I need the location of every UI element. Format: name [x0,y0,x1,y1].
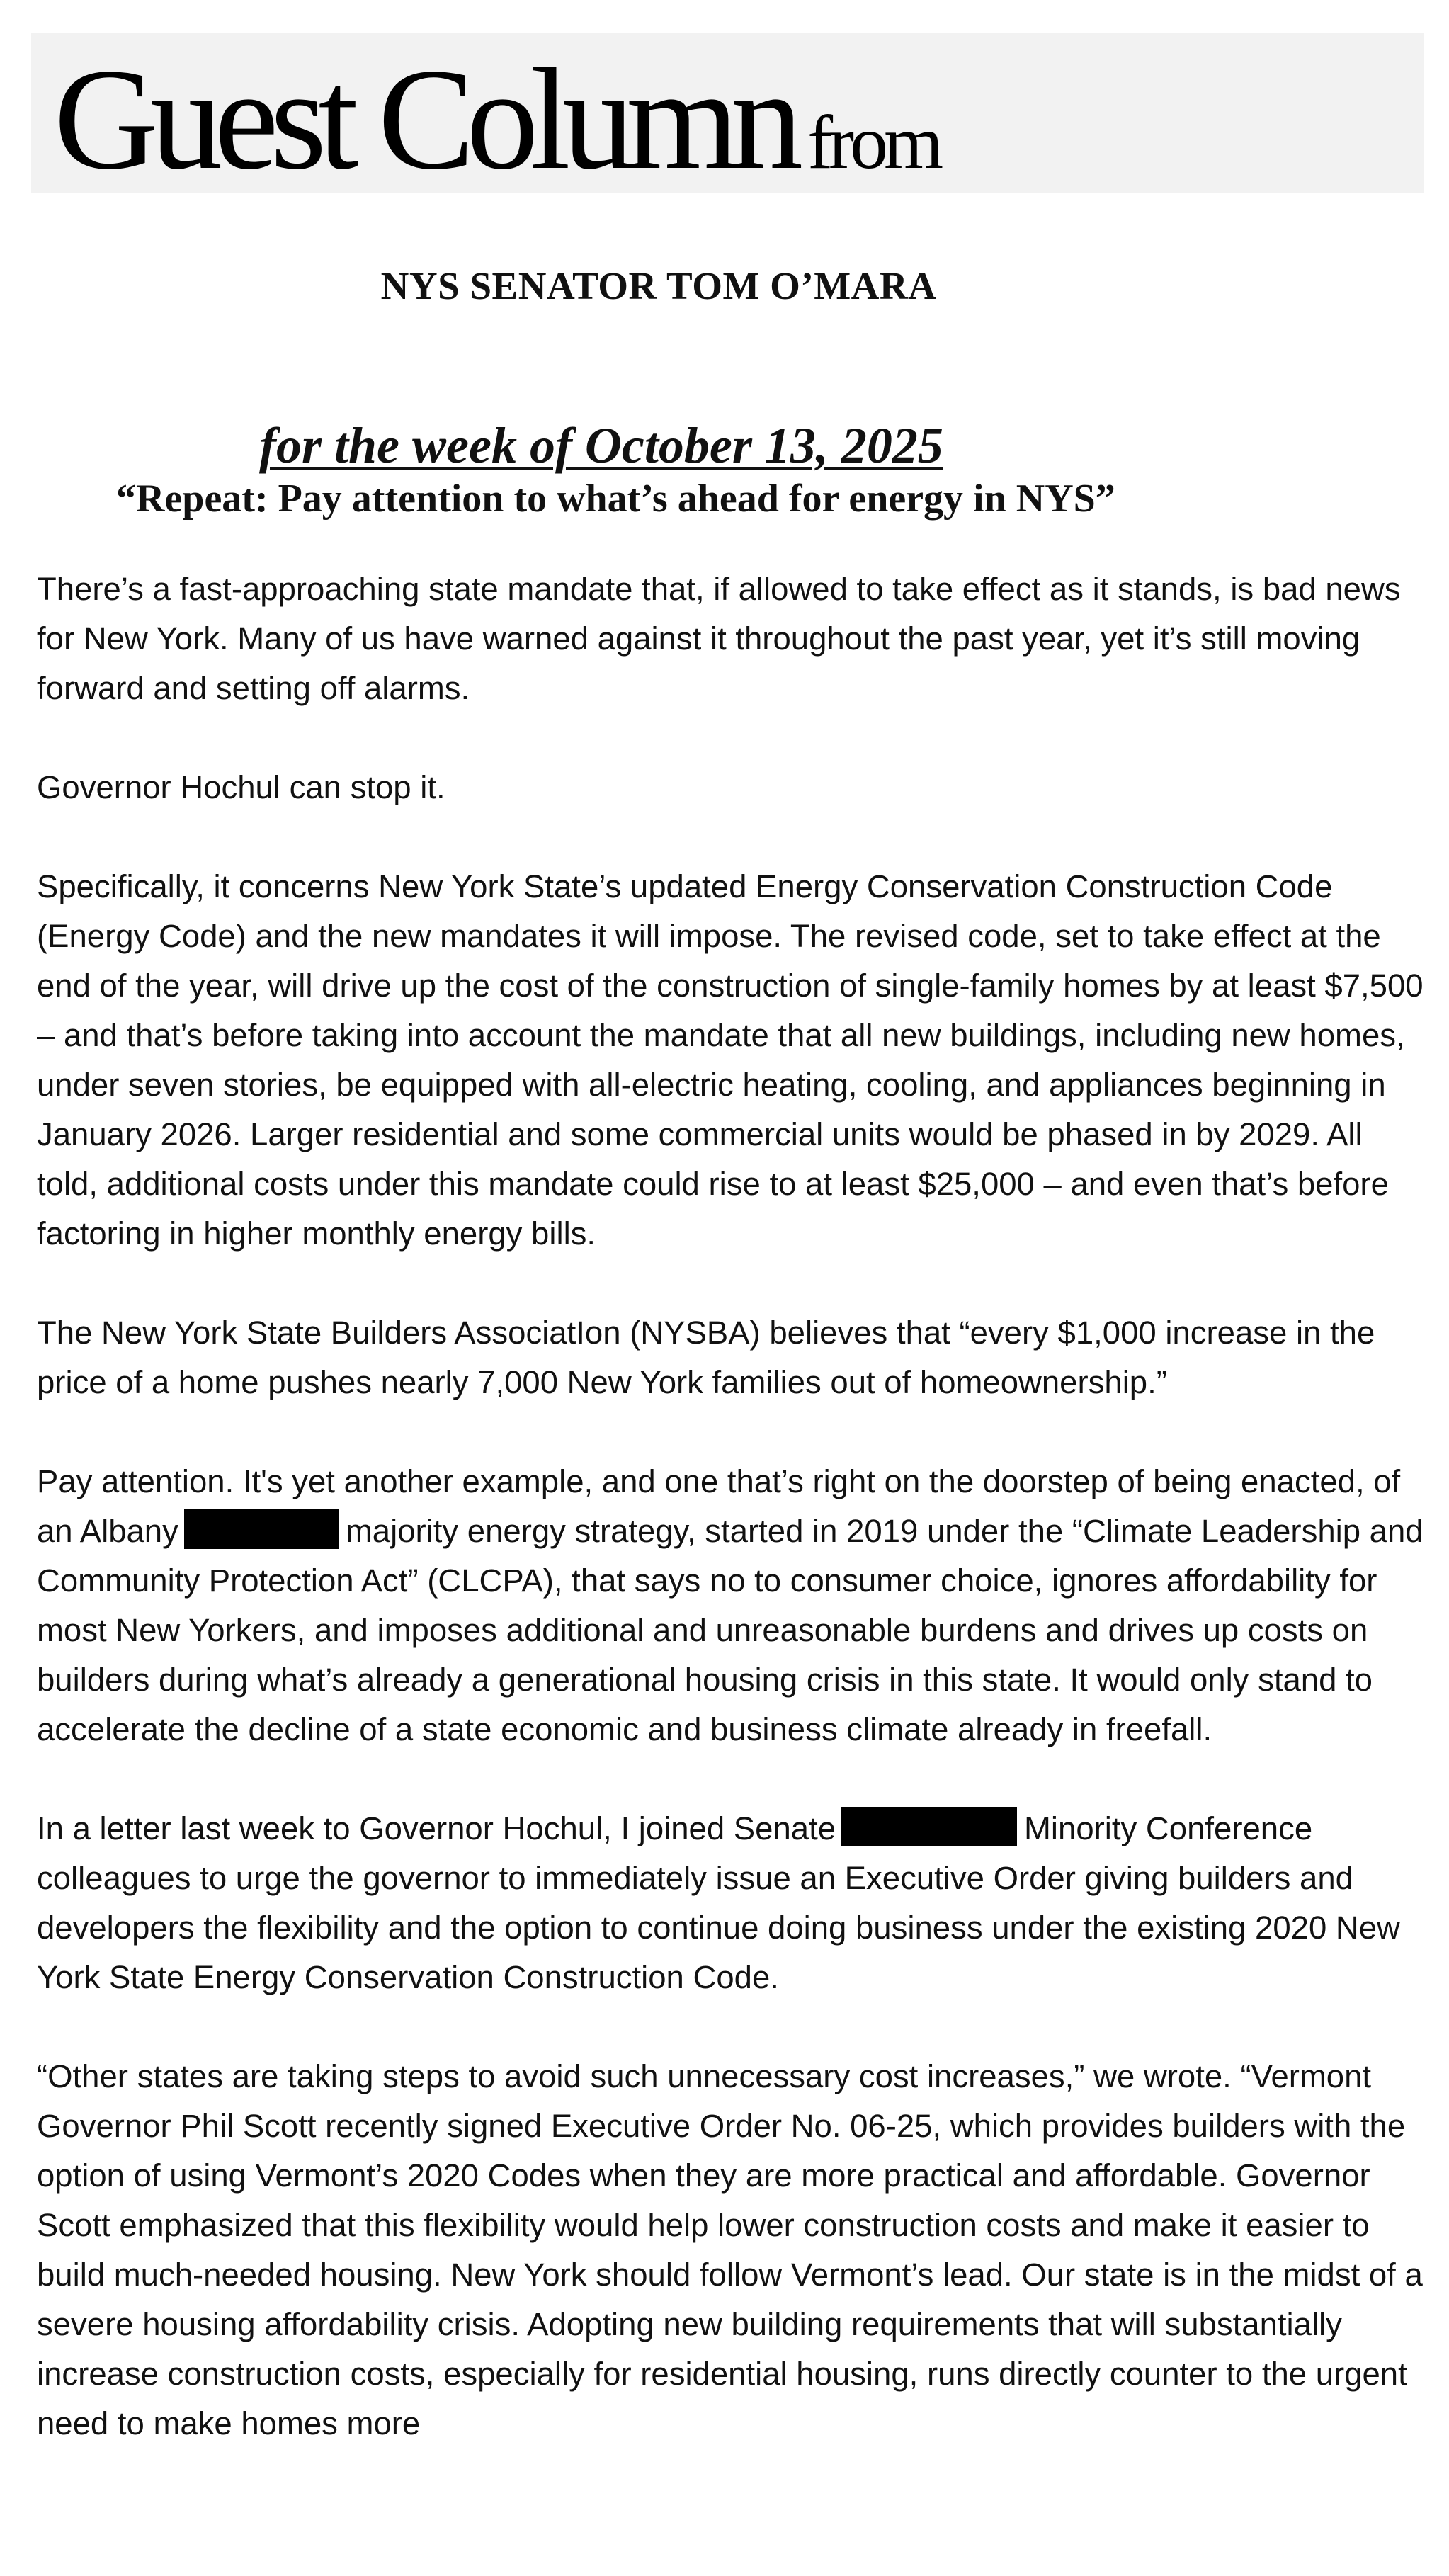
author-name: NYS SENATOR TOM O’MARA [380,264,937,307]
article-body [37,564,1425,2498]
redaction-bar [184,1509,339,1549]
week-date: for the week of October 13, 2025 [259,417,943,474]
paragraph-6-start: In a letter last week to Governor Hochul, I joined Senate [37,1810,836,1846]
column-banner [31,33,1424,200]
paragraph-2: Governor Hochul can stop it. [37,769,445,805]
paragraph-6-end: Minority Conference colleagues to urge the governor to immediately issue an Executive Order giving builders and developers the flexibility and the option to continue doing business under the existing 2020 New York State Energy Conservation Construction Code. [37,1810,1400,1995]
banner-title-suffix: from [807,101,940,185]
redaction-bar [841,1807,1017,1846]
banner-title-main: Guest Column [54,39,795,200]
paragraph-5-start: Pay attention. It's yet another example, and one that’s right on the doorstep of being enacted, of an Albany [37,1463,1401,1549]
paragraph-3: Specifically, it concerns New York State’s updated Energy Conservation Construction Code (Energy Code) and the new mandates it will impose. The revised code, set to take effect at the end of the year, will drive up the cost of the construction of single-family homes by at least $7,500 – and that’s before taking into account the mandate that all new buildings, including new homes, under seven stories, be equipped with all-electric heating, cooling, and appliances beginning in January 2026. Larger residential and some commercial units would be phased in by 2029. All told, additional costs under this mandate could rise to at least $25,000 – and even that’s before factoring in higher monthly energy bills. [37,868,1424,1252]
paragraph-4: The New York State Builders AssociatIon (NYSBA) believes that “every $1,000 increase in the price of a home pushes nearly 7,000 New York families out of homeownership.” [37,1315,1375,1400]
paragraph-6 [37,1804,1425,2002]
paragraph-7: “Other states are taking steps to avoid such unnecessary cost increases,” we wrote. “Vermont Governor Phil Scott recently signed Executive Order No. 06-25, which provides builders with the option of using Vermont’s 2020 Codes when they are more practical and affordable. Governor Scott emphasized that this flexibility would help lower construction costs and make it easier to build much-needed housing. New York should follow Vermont’s lead. Our state is in the midst of a severe housing affordability crisis. Adopting new building requirements that will substantially increase construction costs, especially for residential housing, runs directly counter to the urgent need to make homes more [37,2058,1423,2441]
paragraph-5-end: majority energy strategy, started in 2019 under the “Climate Leadership and Community Protection Act” (CLCPA), that says no to consumer choice, ignores affordability for most New Yorkers, and imposes additional and unreasonable burdens and drives up costs on builders during what’s already a generational housing crisis in this state. It would only stand to accelerate the decline of a state economic and business climate already in freefall. [37,1513,1424,1747]
banner-title [54,39,940,200]
paragraph-5 [37,1457,1425,1754]
paragraph-1: There’s a fast-approaching state mandate that, if allowed to take effect as it stands, is bad news for New York. Many of us have warned against it throughout the past year, yet it’s still moving forward and setting off alarms. [37,571,1401,706]
column-headline: “Repeat: Pay attention to what’s ahead for energy in NYS” [116,477,1115,521]
